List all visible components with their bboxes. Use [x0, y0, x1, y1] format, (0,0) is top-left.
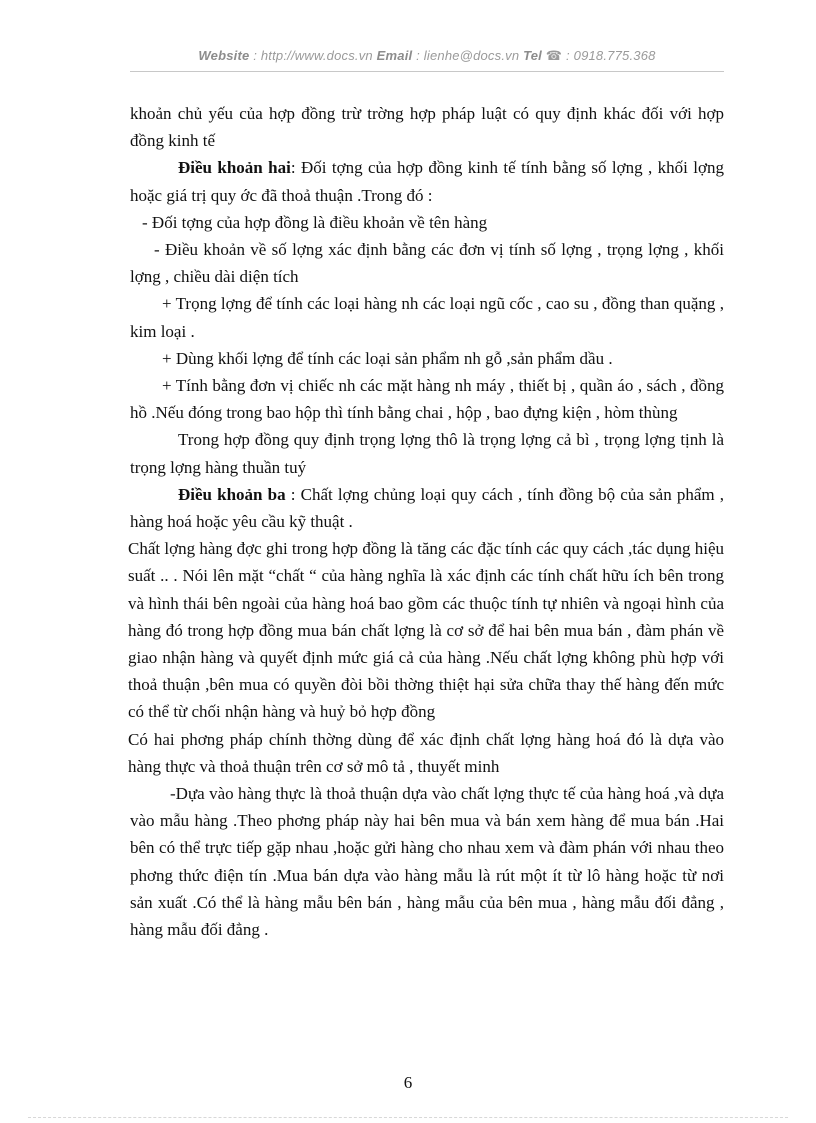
paragraph-9	[130, 481, 724, 535]
paragraph-8: Trong hợp đồng quy định trọng lợng thô là trọng lợng cả bì , trọng lợng tịnh là trọng lợng hàng thuần tuý	[130, 430, 724, 477]
document-body	[130, 100, 724, 943]
website-label: Website	[198, 48, 250, 63]
page-number: 6	[403, 1073, 413, 1092]
paragraph-6: + Dùng khối lợng để tính các loại sản phẩm nh gỗ ,sản phẩm dầu .	[162, 348, 613, 368]
paragraph-11: Có hai phơng pháp chính thờng dùng để xác định chất lợng hàng hoá đó là dựa vào hàng thực và thoả thuận trên cơ sở mô tả , thuyết minh	[128, 729, 724, 776]
paragraph-3: - Đối tợng của hợp đồng là điều khoản về tên hàng	[142, 212, 488, 232]
clause-three-heading: Điều khoản ba	[178, 484, 286, 504]
paragraph-10: Chất lợng hàng đợc ghi trong hợp đồng là tăng các đặc tính các quy cách ,tác dụng hiệu suất .. . Nói lên mặt “chất “ của hàng nghĩa là xác định các tính chất hữu ích bên trong và hình thái bên ngoài của hàng hoá bao gồm các thuộc tính tự nhiên và ngoại hình của hàng đó trong hợp đồng mua bán chất lợng là cơ sở để hai bên mua bán , đàm phán về giao nhận hàng và quyết định mức giá cả của hàng .Nếu chất lợng không phù hợp với thoả thuận ,bên mua có quyền đòi bồi thờng thiệt hại sửa chữa thay thế hàng đến mức có thể từ chối nhận hàng và huỷ bỏ hợp đồng	[128, 539, 724, 722]
paragraph-5: + Trọng lợng để tính các loại hàng nh các loại ngũ cốc , cao su , đồng than quặng , kim loại .	[130, 294, 724, 341]
email-value: : lienhe@docs.vn	[412, 48, 524, 63]
page-header	[130, 48, 724, 64]
clause-three-text: : Chất lợng chủng loại quy cách , tính đồng bộ của sản phẩm , hàng hoá hoặc yêu cầu kỹ thuật .	[130, 484, 725, 532]
clause-two-text: : Đối tợng của hợp đồng kinh tế tính bằng số lợng , khối lợng hoặc giá trị quy ớc đã thoả thuận .Trong đó :	[130, 158, 725, 205]
email-label: Email	[376, 48, 413, 63]
paragraph-2	[130, 154, 724, 208]
paragraph-4: - Điều khoản về số lợng xác định bằng các đơn vị tính số lợng , trọng lợng , khối lợng , chiều dài diện tích	[130, 240, 724, 287]
header-divider	[130, 71, 724, 72]
tel-value: ☎ : 0918.775.368	[542, 48, 656, 63]
website-value: : http://www.docs.vn	[249, 48, 377, 63]
paragraph-12: -Dựa vào hàng thực là thoả thuận dựa vào chất lợng thực tế của hàng hoá ,và dựa vào mẫu hàng .Theo phơng pháp này hai bên mua và bán xem hàng để mua bán .Hai bên có thể trực tiếp gặp nhau ,hoặc gửi hàng cho nhau xem và đàm phán với nhau theo phơng thức điện tín .Mua bán dựa vào hàng mẫu là rút một ít từ lô hàng hoặc từ nơi sản xuất .Có thể là hàng mẫu bên bán , hàng mẫu của bên mua , hàng mẫu đối đẳng , hàng mẫu đối đẳng .	[130, 784, 724, 940]
paragraph-1: khoản chủ yếu của hợp đồng trừ trờng hợp pháp luật có quy định khác đối với hợp đồng kinh tế	[130, 104, 724, 151]
paragraph-7: + Tính bằng đơn vị chiếc nh các mặt hàng nh máy , thiết bị , quần áo , sách , đồng hồ .Nếu đóng trong bao hộp thì tính bằng chai , hộp , bao đựng kiện , hòm thùng	[130, 376, 724, 423]
clause-two-heading: Điều khoản hai	[178, 158, 291, 178]
footer-divider	[28, 1117, 788, 1118]
tel-label: Tel	[523, 48, 542, 63]
